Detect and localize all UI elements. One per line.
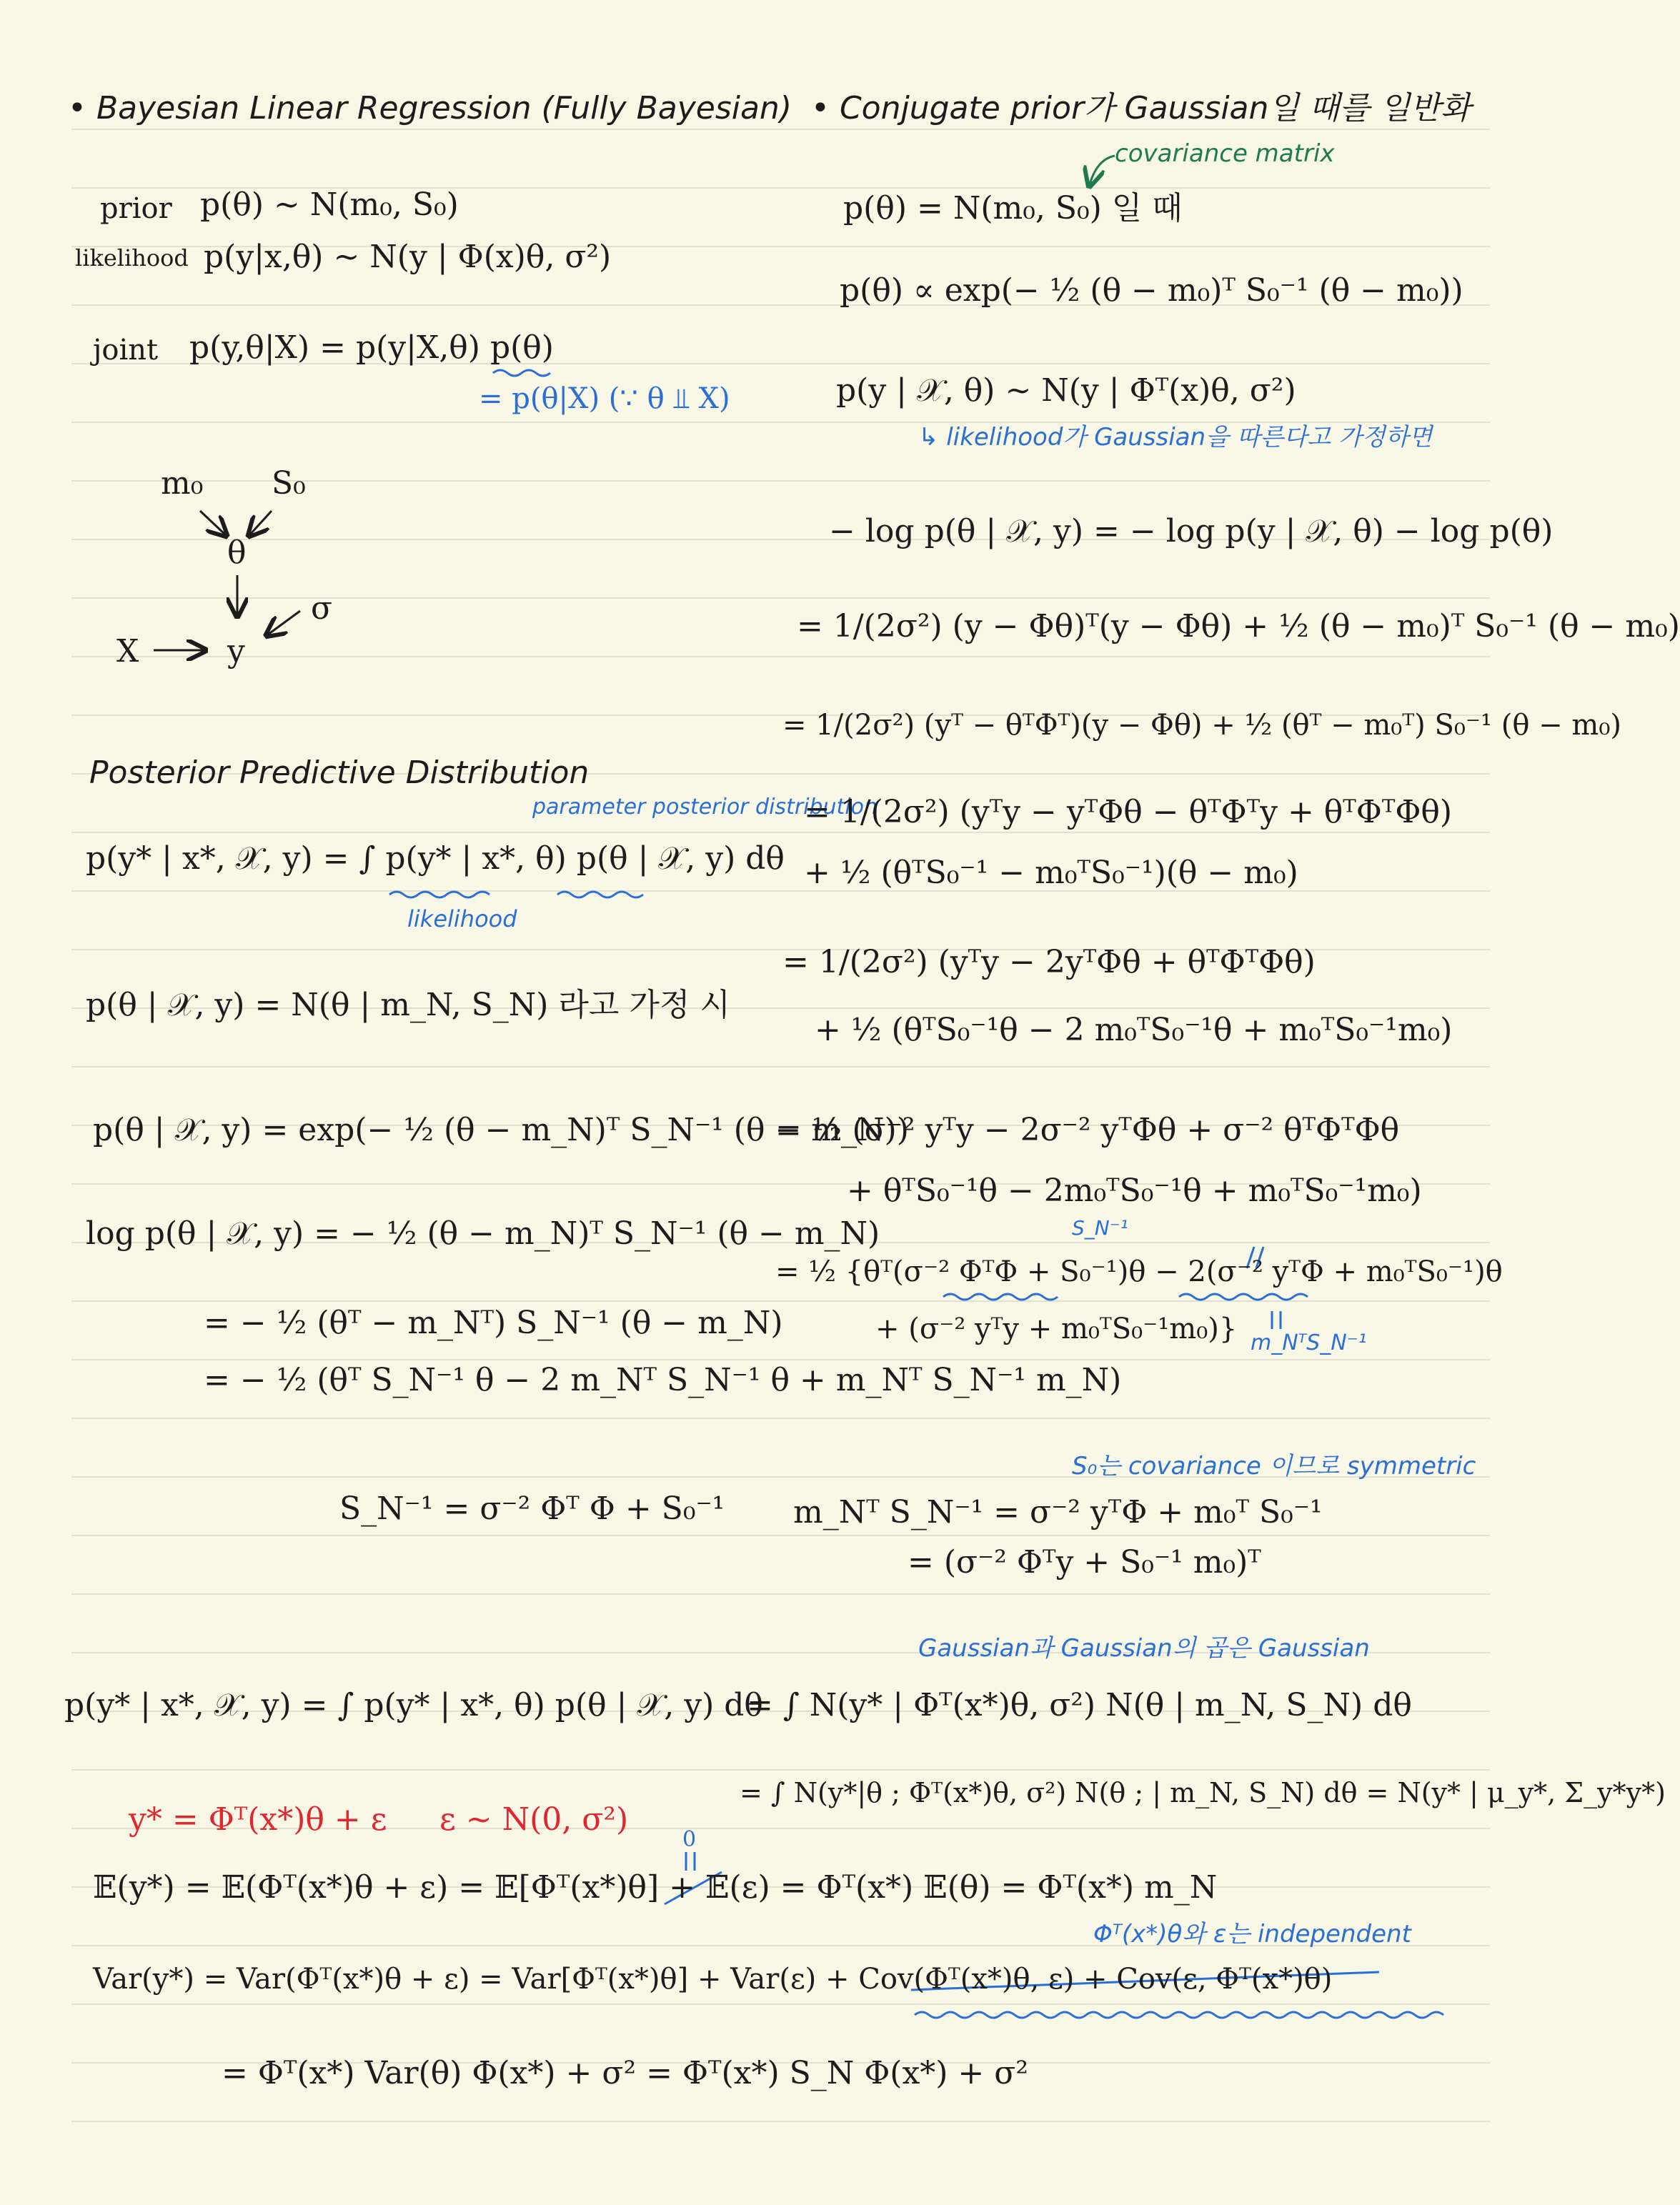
wavy-underline-mnsn xyxy=(1179,1294,1308,1300)
left-title: • Bayesian Linear Regression (Fully Bayesian) xyxy=(68,90,792,126)
right-likelihood-equation: p(y | 𝒳, θ) ~ N(y | Φᵀ(x)θ, σ²) xyxy=(836,372,1296,409)
graph-node-theta: θ xyxy=(227,534,247,571)
ppd-equation: p(y* | x*, 𝒳, y) = ∫ p(y* | x*, θ) p(θ | 𝒳, y) dθ xyxy=(86,840,785,877)
variance-equation-1: Var(y*) = Var(Φᵀ(x*)θ + ε) = Var[Φᵀ(x*)θ] + Var(ε) + Cov(Φᵀ(x*)θ, ε) + Cov(ε, Φᵀ(x*)θ) xyxy=(93,1963,1333,1996)
covariance-note: covariance matrix xyxy=(1115,139,1335,168)
right-prior-equation: p(θ) = N(m₀, S₀) 일 때 xyxy=(843,190,1183,227)
prior-equation: p(θ) ~ N(m₀, S₀) xyxy=(200,186,459,223)
arrow-sigma-y xyxy=(268,611,300,634)
noise-equation: ε ~ N(0, σ²) xyxy=(439,1801,629,1838)
right-prior-proportional: p(θ) ∝ exp(− ½ (θ − m₀)ᵀ S₀⁻¹ (θ − m₀)) xyxy=(840,272,1463,309)
likelihood-equation: p(y|x,θ) ~ N(y | Φ(x)θ, σ²) xyxy=(204,239,612,275)
neg-log-line4b: + ½ (θᵀS₀⁻¹ − m₀ᵀS₀⁻¹)(θ − m₀) xyxy=(804,855,1298,891)
sn-inverse-equation: S_N⁻¹ = σ⁻² Φᵀ Φ + S₀⁻¹ xyxy=(339,1490,725,1527)
neg-log-line6a: = ½ (σ⁻² yᵀy − 2σ⁻² yᵀΦθ + σ⁻² θᵀΦᵀΦθ xyxy=(775,1112,1400,1148)
sn-inverse-overbrace: S_N⁻¹ xyxy=(1072,1216,1128,1240)
bottom-ppd-equation: p(y* | x*, 𝒳, y) = ∫ p(y* | x*, θ) p(θ | 𝒳, y) dθ xyxy=(64,1687,763,1723)
wavy-underline-likelihood xyxy=(389,892,489,897)
neg-log-line2: = 1/(2σ²) (y − Φθ)ᵀ(y − Φθ) + ½ (θ − m₀)ᵀ S₀⁻¹ (θ − m₀) xyxy=(797,608,1680,644)
neg-log-line3: = 1/(2σ²) (yᵀ − θᵀΦᵀ)(y − Φθ) + ½ (θᵀ − m₀ᵀ) S₀⁻¹ (θ − m₀) xyxy=(782,709,1621,742)
graph-node-y: y xyxy=(227,633,245,670)
neg-log-line7a: = ½ {θᵀ(σ⁻² ΦᵀΦ + S₀⁻¹)θ − 2(σ⁻² yᵀΦ + m₀ᵀS₀⁻¹)θ xyxy=(775,1255,1503,1288)
posterior-assumption: p(θ | 𝒳, y) = N(θ | m_N, S_N) 라고 가정 시 xyxy=(86,987,730,1023)
graph-node-x: X xyxy=(116,633,139,670)
mn-equation-1: m_Nᵀ S_N⁻¹ = σ⁻² yᵀΦ + m₀ᵀ S₀⁻¹ xyxy=(793,1494,1323,1530)
posterior-exp-equation: p(θ | 𝒳, y) = exp(− ½ (θ − m_N)ᵀ S_N⁻¹ (θ − m_N)) xyxy=(93,1112,909,1148)
neg-log-line5b: + ½ (θᵀS₀⁻¹θ − 2 m₀ᵀS₀⁻¹θ + m₀ᵀS₀⁻¹m₀) xyxy=(815,1012,1453,1048)
wavy-underline-snin xyxy=(943,1294,1058,1300)
gaussian-product-note: Gaussian과 Gaussian의 곱은 Gaussian xyxy=(918,1634,1370,1663)
log-posterior-line2: = − ½ (θᵀ − m_Nᵀ) S_N⁻¹ (θ − m_N) xyxy=(204,1305,783,1341)
joint-equation: p(y,θ|X) = p(y|X,θ) p(θ) xyxy=(189,329,554,366)
mn-equation-2: = (σ⁻² Φᵀy + S₀⁻¹ m₀)ᵀ xyxy=(908,1544,1261,1581)
wavy-underline-posterior xyxy=(557,892,643,897)
likelihood-label: likelihood xyxy=(75,244,189,272)
log-posterior-line1: log p(θ | 𝒳, y) = − ½ (θ − m_N)ᵀ S_N⁻¹ (θ − m_N) xyxy=(86,1215,880,1252)
wavy-underline-joint xyxy=(493,370,550,376)
bottom-ppd-rhs2: = ∫ N(y*|θ ; Φᵀ(x*)θ, σ²) N(θ ; | m_N, S_N) dθ = N(y* | μ_y*, Σ_y*y*) xyxy=(740,1777,1666,1808)
expectation-equation: 𝔼(y*) = 𝔼(Φᵀ(x*)θ + ε) = 𝔼[Φᵀ(x*)θ] + 𝔼(ε) = Φᵀ(x*) 𝔼(θ) = Φᵀ(x*) m_N xyxy=(93,1869,1218,1906)
bottom-ppd-rhs: = ∫ N(y* | Φᵀ(x*)θ, σ²) N(θ | m_N, S_N) dθ xyxy=(747,1687,1412,1723)
arrow-cov-note xyxy=(1090,156,1115,184)
mn-sn-underbrace: m_NᵀS_N⁻¹ xyxy=(1251,1330,1367,1355)
model-equation: y* = Φᵀ(x*)θ + ε xyxy=(129,1801,387,1838)
ppd-note-likelihood: likelihood xyxy=(407,905,517,932)
arrow-s0-theta xyxy=(250,511,272,534)
expectation-zero-mark: 0 xyxy=(682,1827,697,1852)
log-posterior-line3: = − ½ (θᵀ S_N⁻¹ θ − 2 m_Nᵀ S_N⁻¹ θ + m_Nᵀ S_N⁻¹ m_N) xyxy=(204,1362,1122,1398)
joint-note: = p(θ|X) (∵ θ ⫫ X) xyxy=(479,382,730,415)
graph-node-s0: S₀ xyxy=(272,465,306,502)
graph-node-sigma: σ xyxy=(311,590,333,627)
independent-note: Φᵀ(x*)θ와 ε는 independent xyxy=(1093,1920,1411,1948)
neg-log-line5a: = 1/(2σ²) (yᵀy − 2yᵀΦθ + θᵀΦᵀΦθ) xyxy=(782,944,1316,980)
prior-label: prior xyxy=(100,192,172,225)
variance-equation-2: = Φᵀ(x*) Var(θ) Φ(x*) + σ² = Φᵀ(x*) S_N Φ(x*) + σ² xyxy=(222,2055,1028,2091)
neg-log-line1: − log p(θ | 𝒳, y) = − log p(y | 𝒳, θ) − log p(θ) xyxy=(829,513,1554,549)
graph-node-m0: m₀ xyxy=(161,465,204,502)
right-likelihood-note: ↳ likelihood가 Gaussian을 따른다고 가정하면 xyxy=(918,423,1433,452)
ppd-title: Posterior Predictive Distribution xyxy=(89,755,590,791)
neg-log-line4a: = 1/(2σ²) (yᵀy − yᵀΦθ − θᵀΦᵀy + θᵀΦᵀΦθ) xyxy=(804,794,1453,830)
ppd-note-posterior: parameter posterior distribution xyxy=(532,795,878,820)
neg-log-line7b: + (σ⁻² yᵀy + m₀ᵀS₀⁻¹m₀)} xyxy=(875,1313,1238,1345)
arrow-m0-theta xyxy=(200,511,225,534)
right-title: • Conjugate prior가 Gaussian일 때를 일반화 xyxy=(811,90,1471,126)
symmetric-note: S₀는 covariance 이므로 symmetric xyxy=(1072,1452,1476,1480)
neg-log-line6b: + θᵀS₀⁻¹θ − 2m₀ᵀS₀⁻¹θ + m₀ᵀS₀⁻¹m₀) xyxy=(847,1173,1422,1209)
joint-label: joint xyxy=(93,334,159,367)
wavy-underline-cov xyxy=(915,2012,1443,2018)
